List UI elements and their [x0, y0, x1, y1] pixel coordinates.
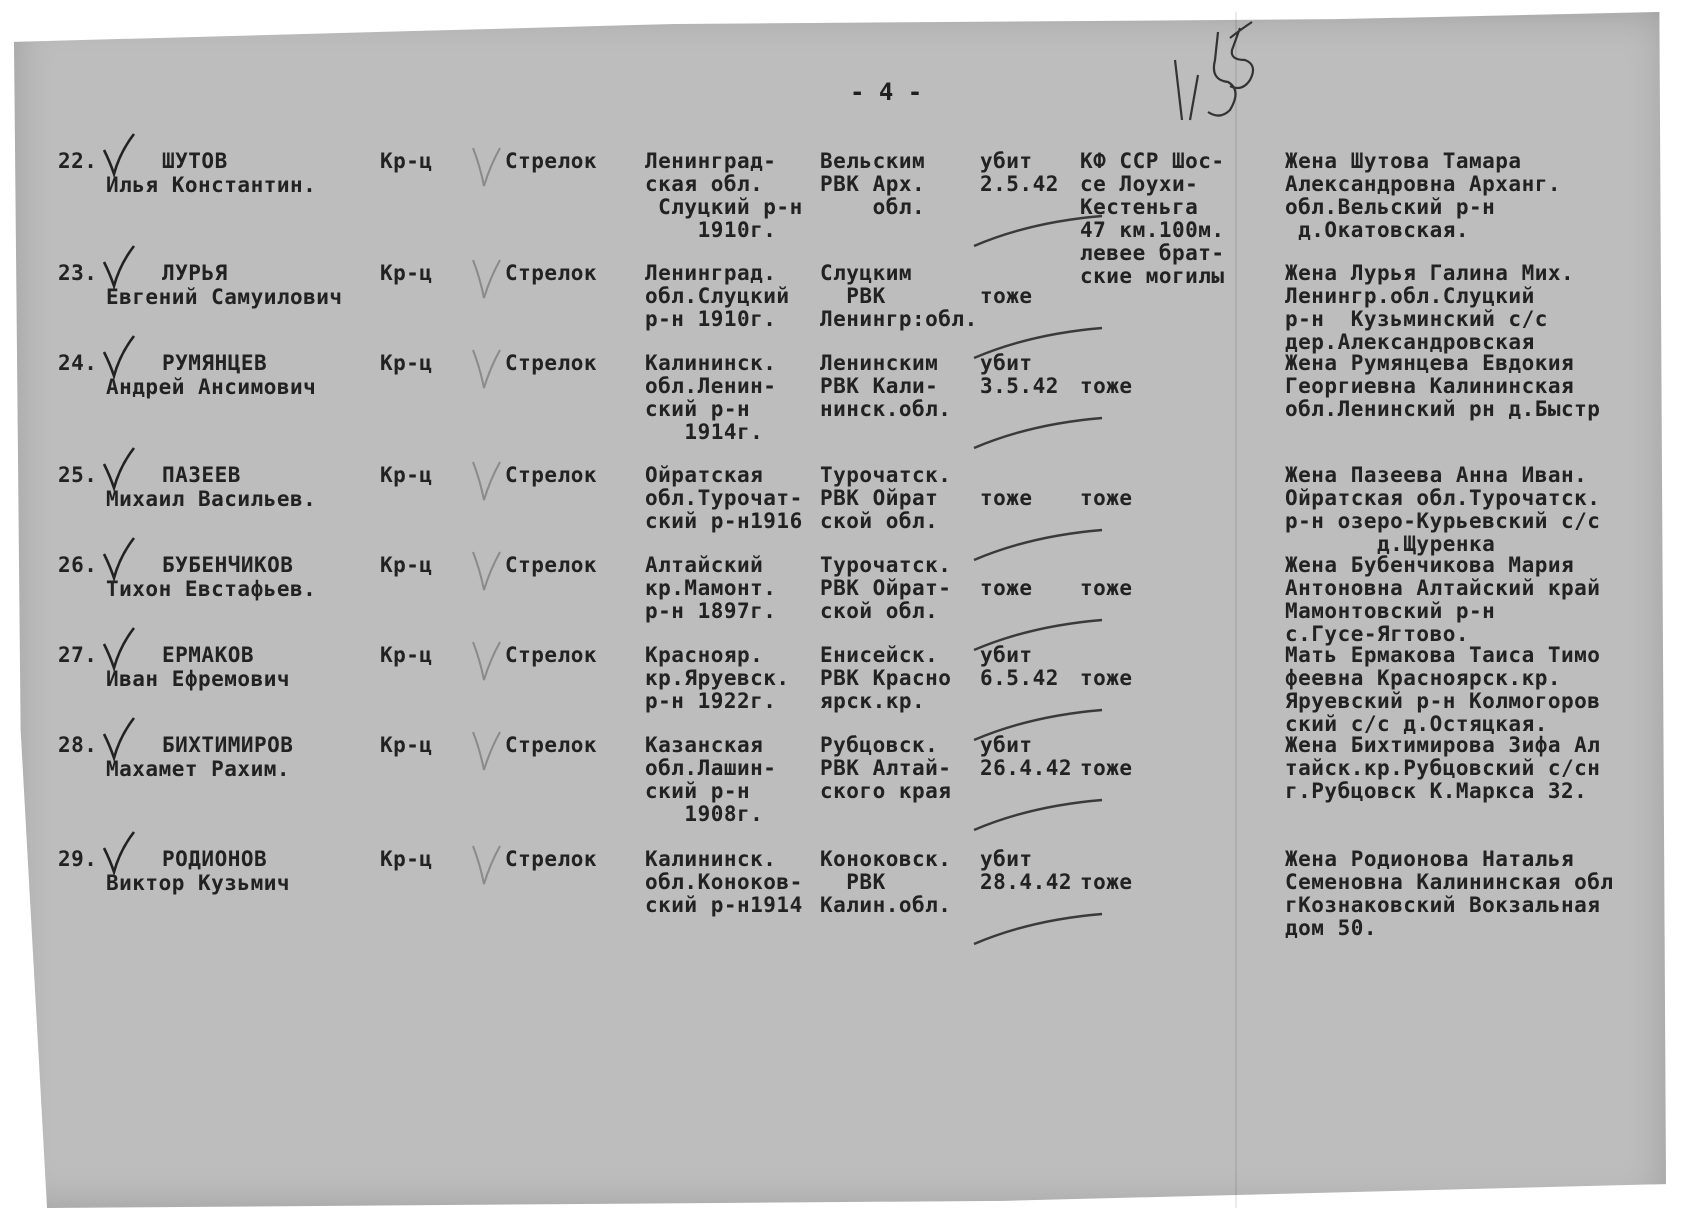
draft-office: Рубцовск. РВК Алтай- ского края: [820, 733, 952, 803]
position: Стрелок: [505, 261, 598, 285]
rank: Кр-ц: [380, 261, 433, 285]
burial-place: тоже: [1080, 374, 1133, 398]
row-number: 28.: [58, 733, 98, 757]
given-name-patronymic: Михаил Васильев.: [106, 487, 317, 511]
birthplace-year: Ойратская обл.Турочат- ский р-н1916: [645, 463, 803, 533]
burial-place: тоже: [1080, 756, 1133, 780]
handwritten-155-mark: [1170, 20, 1260, 130]
surname: ШУТОВ: [162, 149, 228, 173]
given-name-patronymic: Махамет Рахим.: [106, 757, 291, 781]
row-number: 25.: [58, 463, 98, 487]
fate-date: убит 6.5.42: [980, 643, 1059, 690]
burial-place: КФ ССР Шос- се Лоухи- Кестеньга 47 км.100м. левее брат- ские могилы: [1080, 149, 1225, 288]
check-mark-icon: [100, 716, 140, 762]
next-of-kin: Жена Румянцева Евдокия Георгиевна Калининская обл.Ленинский рн д.Быстр: [1285, 351, 1601, 421]
check-mark-icon: [100, 830, 140, 876]
position: Стрелок: [505, 643, 598, 667]
surname: ЕРМАКОВ: [162, 643, 255, 667]
fate-date: тоже: [980, 486, 1033, 510]
birthplace-year: Калининск. обл.Коноков- ский р-н1914: [645, 847, 803, 917]
given-name-patronymic: Виктор Кузьмич: [106, 871, 291, 895]
next-of-kin: Мать Ермакова Таиса Тимо феевна Красноярск.кр. Яруевский р-н Колмогоров ский с/с д.Остяцкая.: [1285, 643, 1601, 736]
page-number: - 4 -: [850, 78, 923, 106]
rank: Кр-ц: [380, 351, 433, 375]
faint-check-mark-icon: [470, 346, 504, 392]
fate-date: тоже: [980, 284, 1033, 308]
burial-place: тоже: [1080, 666, 1133, 690]
fate-date: тоже: [980, 576, 1033, 600]
check-mark-icon: [100, 334, 140, 380]
position: Стрелок: [505, 463, 598, 487]
surname: РУМЯНЦЕВ: [162, 351, 268, 375]
given-name-patronymic: Тихон Евстафьев.: [106, 577, 317, 601]
paper-fold: [1235, 12, 1237, 1208]
row-number: 24.: [58, 351, 98, 375]
given-name-patronymic: Евгений Самуилович: [106, 285, 343, 309]
draft-office: Енисейск. РВК Красно ярск.кр.: [820, 643, 952, 713]
rank: Кр-ц: [380, 553, 433, 577]
burial-place: тоже: [1080, 486, 1133, 510]
given-name-patronymic: Андрей Ансимович: [106, 375, 317, 399]
birthplace-year: Ленинград- ская обл. Слуцкий р-н 1910г.: [645, 149, 803, 242]
rank: Кр-ц: [380, 149, 433, 173]
rank: Кр-ц: [380, 643, 433, 667]
next-of-kin: Жена Пазеева Анна Иван. Ойратская обл.Турочатск. р-н озеро-Курьевский с/с д.Щуренка: [1285, 463, 1601, 556]
next-of-kin: Жена Лурья Галина Мих. Ленингр.обл.Слуцкий р-н Кузьминский с/с дер.Александровская: [1285, 261, 1575, 354]
given-name-patronymic: Иван Ефремович: [106, 667, 291, 691]
row-number: 23.: [58, 261, 98, 285]
fate-date: убит 28.4.42: [980, 847, 1073, 894]
faint-check-mark-icon: [470, 144, 504, 190]
row-number: 27.: [58, 643, 98, 667]
faint-check-mark-icon: [470, 842, 504, 888]
row-number: 29.: [58, 847, 98, 871]
position: Стрелок: [505, 351, 598, 375]
surname: РОДИОНОВ: [162, 847, 268, 871]
faint-check-mark-icon: [470, 458, 504, 504]
faint-check-mark-icon: [470, 256, 504, 302]
draft-office: Слуцким РВК Ленингр:обл.: [820, 261, 978, 331]
pencil-stroke-mark: [970, 910, 1110, 950]
birthplace-year: Калининск. обл.Ленин- ский р-н 1914г.: [645, 351, 777, 444]
burial-place: тоже: [1080, 576, 1133, 600]
surname: ЛУРЬЯ: [162, 261, 228, 285]
birthplace-year: Казанская обл.Лашин- ский р-н 1908г.: [645, 733, 777, 826]
draft-office: Вельским РВК Арх. обл.: [820, 149, 926, 219]
draft-office: Коноковск. РВК Калин.обл.: [820, 847, 952, 917]
next-of-kin: Жена Шутова Тамара Александровна Арханг. обл.Вельский р-н д.Окатовская.: [1285, 149, 1562, 242]
birthplace-year: Ленинград. обл.Слуцкий р-н 1910г.: [645, 261, 790, 331]
birthplace-year: Алтайский кр.Мамонт. р-н 1897г.: [645, 553, 777, 623]
rank: Кр-ц: [380, 847, 433, 871]
next-of-kin: Жена Бихтимирова Зифа Ал тайск.кр.Рубцовский с/сн г.Рубцовск К.Маркса 32.: [1285, 733, 1601, 803]
draft-office: Турочатск. РВК Ойрат- ской обл.: [820, 553, 952, 623]
next-of-kin: Жена Родионова Наталья Семеновна Калининская обл гКознаковский Вокзальная дом 50.: [1285, 847, 1614, 940]
draft-office: Ленинским РВК Кали- нинск.обл.: [820, 351, 952, 421]
pencil-stroke-mark: [970, 212, 1110, 252]
surname: БУБЕНЧИКОВ: [162, 553, 294, 577]
given-name-patronymic: Илья Константин.: [106, 173, 317, 197]
pencil-stroke-mark: [970, 414, 1110, 454]
position: Стрелок: [505, 553, 598, 577]
rank: Кр-ц: [380, 463, 433, 487]
surname: БИХТИМИРОВ: [162, 733, 294, 757]
check-mark-icon: [100, 446, 140, 492]
check-mark-icon: [100, 626, 140, 672]
draft-office: Турочатск. РВК Ойрат ской обл.: [820, 463, 952, 533]
position: Стрелок: [505, 149, 598, 173]
position: Стрелок: [505, 847, 598, 871]
fate-date: убит 3.5.42: [980, 351, 1059, 398]
birthplace-year: Краснояр. кр.Яруевск. р-н 1922г.: [645, 643, 790, 713]
check-mark-icon: [100, 244, 140, 290]
position: Стрелок: [505, 733, 598, 757]
surname: ПАЗЕЕВ: [162, 463, 241, 487]
row-number: 26.: [58, 553, 98, 577]
fate-date: убит 2.5.42: [980, 149, 1059, 196]
next-of-kin: Жена Бубенчикова Мария Антоновна Алтайский край Мамонтовский р-н с.Гусе-Ягтово.: [1285, 553, 1601, 646]
burial-place: тоже: [1080, 870, 1133, 894]
check-mark-icon: [100, 132, 140, 178]
faint-check-mark-icon: [470, 638, 504, 684]
fate-date: убит 26.4.42: [980, 733, 1073, 780]
row-number: 22.: [58, 149, 98, 173]
faint-check-mark-icon: [470, 728, 504, 774]
rank: Кр-ц: [380, 733, 433, 757]
faint-check-mark-icon: [470, 548, 504, 594]
check-mark-icon: [100, 536, 140, 582]
pencil-stroke-mark: [970, 796, 1110, 836]
